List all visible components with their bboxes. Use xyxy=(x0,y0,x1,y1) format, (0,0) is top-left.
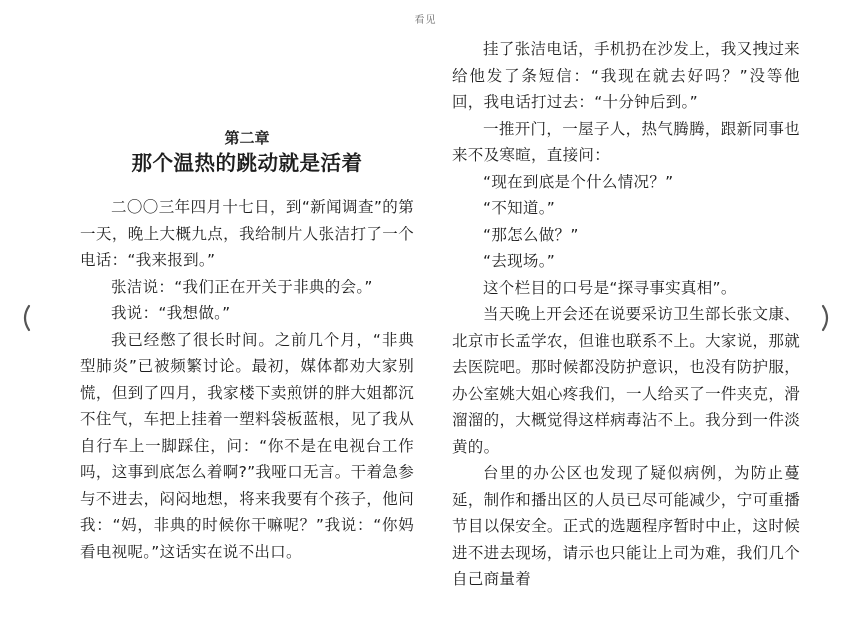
paragraph: 台里的办公区也发现了疑似病例，为防止蔓延，制作和播出区的人员已尽可能减少，宁可重播节目以保安全。正式的选题程序暂时中止，这时候进不进去现场，请示也只能让上司为难，我们几个自己商量着 xyxy=(452,464,800,588)
chevron-right-icon xyxy=(816,300,836,336)
paragraph: “去现场。” xyxy=(483,252,556,270)
paragraph: 这个栏目的口号是“探寻事实真相”。 xyxy=(483,278,737,297)
paragraph: “不知道。” xyxy=(483,199,556,217)
paragraph: 我说：“我想做。” xyxy=(111,304,231,322)
paragraph: 张洁说：“我们正在开关于非典的会。” xyxy=(111,277,373,296)
chapter-title: 那个温热的跳动就是活着 xyxy=(131,151,363,175)
chevron-left-icon xyxy=(16,300,36,336)
paragraph: 挂了张洁电话，手机扔在沙发上，我又拽过来给他发了条短信：“我现在就去好吗？”没等他回，我电话打过去：“十分钟后到。” xyxy=(452,40,800,111)
right-page xyxy=(452,36,800,636)
left-page xyxy=(80,0,414,600)
paragraph: 当天晚上开会还在说要采访卫生部长张文康、北京市长孟学农，但谁也联系不上。大家说，那就去医院吧。那时候都没防护意识，也没有防护服，办公室姚大姐心疼我们，一人给买了一件夹克，滑溜溜的，大概觉得这样病毒沾不上。我分到一件淡黄的。 xyxy=(452,305,800,456)
next-page-button[interactable] xyxy=(816,300,836,336)
previous-page-button[interactable] xyxy=(16,300,36,336)
chapter-number: 第二章 xyxy=(224,129,270,147)
paragraph: 我已经憋了很长时间。之前几个月，“非典型肺炎”已被频繁讨论。最初，媒体都劝大家别慌，但到了四月，我家楼下卖煎饼的胖大姐都沉不住气，车把上挂着一塑料袋板蓝根，见了我从自行车上一脚踩住，问：“你不是在电视台工作吗，这事到底怎么着啊?”我哑口无言。干着急参与不进去，闷闷地想，将来我要有个孩子，他问我：“妈，非典的时候你干嘛呢？”我说：“你妈看电视呢。”这话实在说不出口。 xyxy=(80,330,414,561)
paragraph: “那怎么做？” xyxy=(483,225,579,244)
paragraph: 二〇〇三年四月十七日，到“新闻调查”的第一天，晚上大概九点，我给制片人张洁打了一个电话：“我来报到。” xyxy=(80,198,414,269)
book-title: 看见 xyxy=(414,15,437,26)
paragraph: “现在到底是个什么情况？” xyxy=(483,172,674,191)
paragraph: 一推开门，一屋子人，热气腾腾，跟新同事也来不及寒暄，直接问： xyxy=(452,119,800,164)
